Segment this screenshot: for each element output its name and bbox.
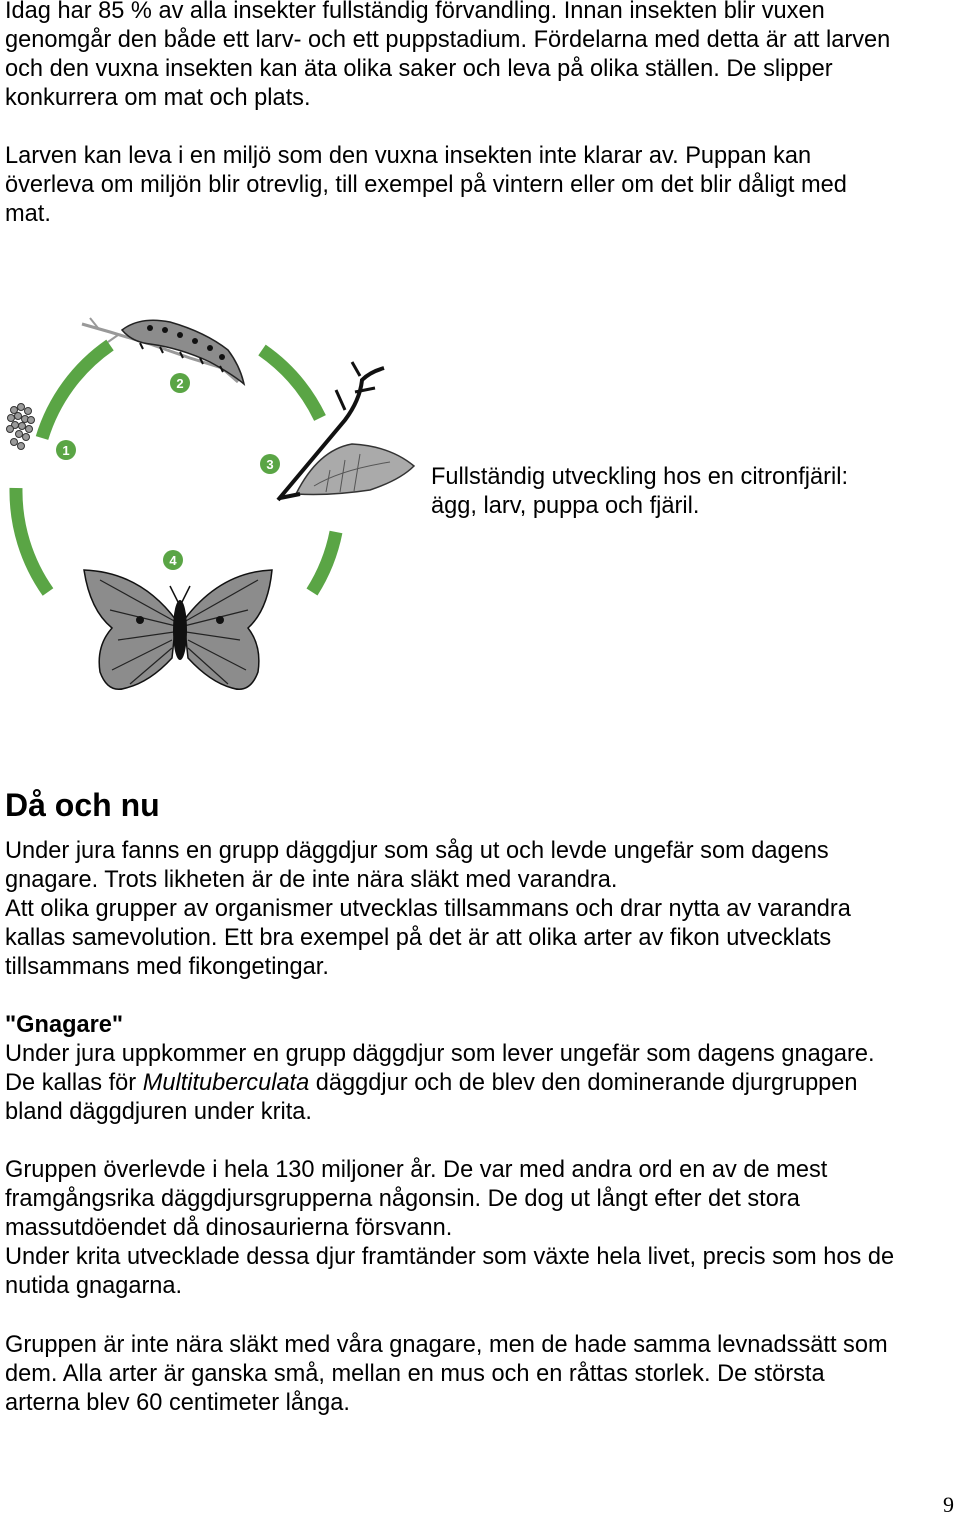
text-line: nutida gnagarna. <box>5 1273 183 1299</box>
section-heading: Då och nu <box>5 787 160 823</box>
stage-number: 4 <box>169 553 177 568</box>
text-line: Under krita utvecklade dessa djur framtänder som växte hela livet, precis som hos de <box>5 1244 895 1270</box>
figure-caption <box>431 463 848 521</box>
cycle-arc <box>16 488 48 592</box>
stage-number: 2 <box>176 376 184 391</box>
section-paragraph-4 <box>5 1331 960 1418</box>
text-line: Gruppen är inte nära släkt med våra gnagare, men de hade samma levnadssätt som <box>5 1332 888 1358</box>
text-line: dem. Alla arter är ganska små, mellan en mus och en råttas storlek. De största <box>5 1361 825 1387</box>
cycle-arc <box>42 345 110 438</box>
caption-line: Fullständig utveckling hos en citronfjäril: <box>431 464 849 490</box>
text-line: Under jura uppkommer en grupp däggdjur som lever ungefär som dagens gnagare. <box>5 1041 875 1067</box>
text-line <box>5 1069 960 1098</box>
butterfly-illustration <box>84 570 272 689</box>
page-number: 9 <box>943 1492 954 1517</box>
text-line: bland däggdjuren under krita. <box>5 1099 312 1125</box>
text-line: och den vuxna insekten kan äta olika saker och leva på olika ställen. De slipper <box>5 56 833 82</box>
stage-marker-4 <box>163 550 183 570</box>
text-line: gnagare. Trots likheten är de inte nära släkt med varandra. <box>5 867 618 893</box>
text-fragment: däggdjur och de blev den dominerande djurgruppen <box>309 1070 858 1096</box>
text-line: Larven kan leva i en miljö som den vuxna insekten inte klarar av. Puppan kan <box>5 143 812 169</box>
text-line: tillsammans med fikongetingar. <box>5 954 329 980</box>
intro-paragraph-1 <box>5 0 960 113</box>
gnagare-block <box>5 1011 960 1127</box>
text-line: arterna blev 60 centimeter långa. <box>5 1390 350 1416</box>
stage-marker-1 <box>56 440 76 460</box>
section-paragraph-1 <box>5 837 960 982</box>
stage-number: 1 <box>62 443 70 458</box>
text-line: Idag har 85 % av alla insekter fullständig förvandling. Innan insekten blir vuxen <box>5 0 825 24</box>
intro-paragraph-2 <box>5 142 960 229</box>
text-line: genomgår den både ett larv- och ett puppstadium. Fördelarna med detta är att larven <box>5 27 891 53</box>
text-line: överleva om miljön blir otrevlig, till exempel på vintern eller om det blir dåligt med <box>5 172 847 198</box>
text-line: Gruppen överlevde i hela 130 miljoner år. De var med andra ord en av de mest <box>5 1157 828 1183</box>
section-paragraph-3 <box>5 1156 960 1301</box>
text-line: kallas samevolution. Ett bra exempel på det är att olika arter av fikon utvecklats <box>5 925 832 951</box>
cycle-arc <box>312 532 336 592</box>
text-fragment: De kallas för <box>5 1070 143 1096</box>
life-cycle-figure <box>0 310 430 710</box>
text-line: Under jura fanns en grupp däggdjur som såg ut och levde ungefär som dagens <box>5 838 829 864</box>
stage-number: 3 <box>266 457 274 472</box>
eggs-illustration <box>7 404 35 450</box>
text-line: mat. <box>5 201 51 227</box>
subheading: "Gnagare" <box>5 1012 124 1038</box>
text-line: massutdöendet då dinosaurierna försvann. <box>5 1215 453 1241</box>
stage-marker-3 <box>260 454 280 474</box>
cycle-arc <box>262 350 320 418</box>
text-line: Att olika grupper av organismer utvecklas tillsammans och drar nytta av varandra <box>5 896 851 922</box>
stage-marker-2 <box>170 373 190 393</box>
taxon-name: Multituberculata <box>142 1070 310 1096</box>
text-line: framgångsrika däggdjursgrupperna någonsin. De dog ut långt efter det stora <box>5 1186 800 1212</box>
text-line: konkurrera om mat och plats. <box>5 85 311 111</box>
caption-line: ägg, larv, puppa och fjäril. <box>431 493 700 519</box>
